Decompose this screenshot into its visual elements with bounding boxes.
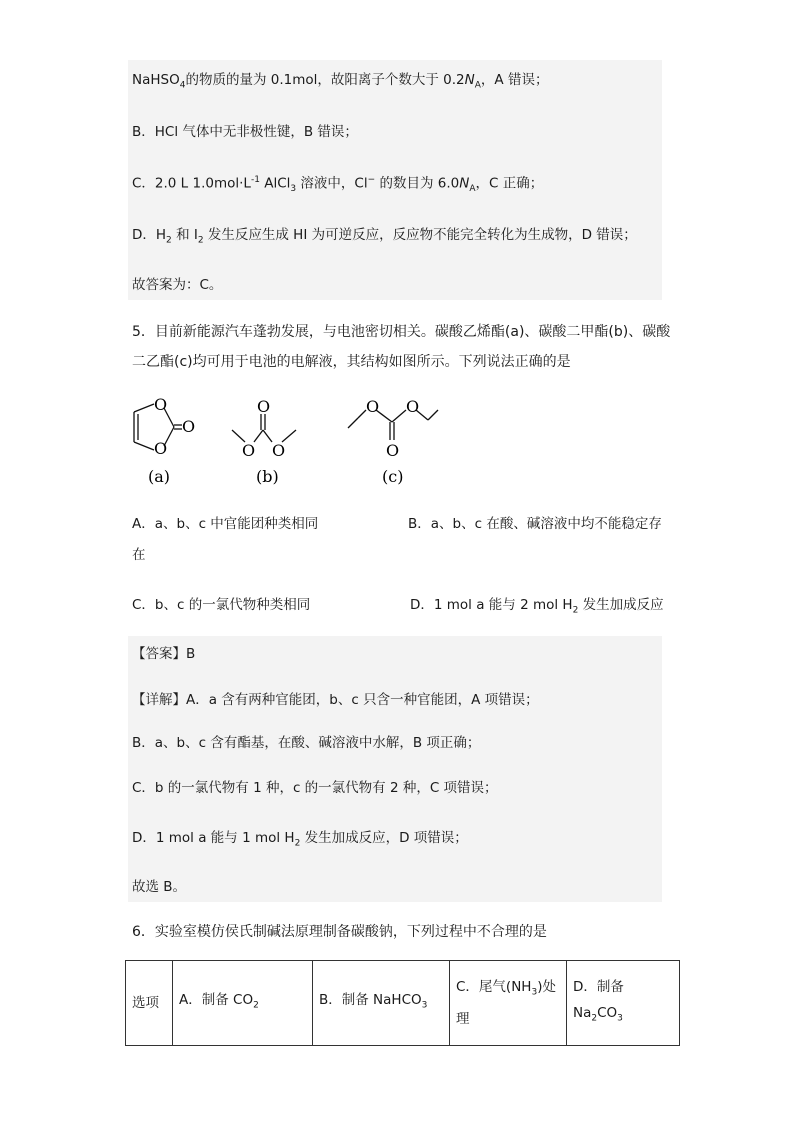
atom-o-c1: O: [366, 397, 380, 416]
answer-5-line-c: C．b 的一氯代物有 1 种，c 的一氯代物有 2 种，C 项错误；: [132, 780, 498, 796]
prev-answer-line-2: B．HCl 气体中无非极性键，B 错误；: [132, 124, 358, 140]
label-a: (a): [148, 467, 171, 486]
question-5-stem-line-2: 二乙酯(c)均可用于电池的电解液，其结构如图所示。下列说法正确的是: [132, 354, 571, 370]
question-6-options-table: [125, 960, 680, 1046]
atom-o-a2: O: [154, 439, 168, 458]
answer-5-block: [128, 636, 662, 902]
answer-5-line-b: B．a、b、c 含有酯基，在酸、碱溶液中水解，B 项正确；: [132, 735, 481, 751]
prev-answer-line-1: NaHSO$_4$的物质的量为 0.1mol，故阳离子个数大于 $0.2N_A$，A 错误；: [132, 72, 549, 91]
atom-o-a1: O: [154, 395, 168, 414]
prev-answer-conclusion: 故答案为：C。: [132, 277, 223, 293]
question-6-stem: 6．实验室模仿侯氏制碱法原理制备碳酸钠，下列过程中不合理的是: [132, 924, 547, 940]
atom-o-b3: O: [272, 441, 286, 460]
table-cell-option-c: C．尾气$(NH_3)$处 理: [450, 961, 567, 1046]
table-cell-option-header: 选项: [126, 961, 173, 1046]
answer-5-key: 【答案】B: [132, 646, 196, 662]
table-cell-option-b: B．制备 NaHCO$_3$: [313, 961, 450, 1046]
table-row: [126, 961, 680, 1046]
answer-5-detail: 【详解】A．a 含有两种官能团，b、c 只含一种官能团，A 项错误；: [132, 692, 539, 708]
question-5-option-c: C．b、c 的一氯代物种类相同: [132, 597, 311, 613]
structure-b: [232, 414, 296, 442]
atom-o-c3: O: [386, 441, 400, 460]
label-c: (c): [382, 467, 404, 486]
answer-5-line-d: D．1 mol a 能与 1 mol $H_2$ 发生加成反应，D 项错误；: [132, 830, 468, 849]
question-5-option-b-cont: 在: [132, 547, 146, 563]
table-cell-option-a: A．制备 $CO_2$: [173, 961, 313, 1046]
atom-o-c2: O: [406, 397, 420, 416]
structure-c: [348, 410, 438, 440]
atom-o-a3: O: [182, 417, 196, 436]
atom-o-b2: O: [242, 441, 256, 460]
atom-o-b1: O: [257, 397, 271, 416]
question-5-option-b: B．a、b、c 在酸、碱溶液中均不能稳定存: [408, 516, 662, 532]
prev-answer-line-3: C．2.0 L $1.0mol\cdot L^{-1}$ AlCl$_3$ 溶液中，Cl− 的数目为 $6.0N_A$，C 正确；: [132, 175, 544, 195]
answer-5-conclusion: 故选 B。: [132, 879, 187, 895]
chemical-structures-figure: [120, 390, 480, 500]
prev-answer-line-4: D．$H_2$ 和 $I_2$ 发生反应生成 HI 为可逆反应，反应物不能完全转化为生成物，D 错误；: [132, 227, 637, 246]
question-5-stem-line-1: 5．目前新能源汽车蓬勃发展，与电池密切相关。碳酸乙烯酯(a)、碳酸二甲酯(b)、碳酸: [132, 324, 671, 340]
label-b: (b): [256, 467, 279, 486]
table-cell-option-d: D．制备 $Na_2CO_3$: [567, 961, 680, 1046]
question-5-option-a: A．a、b、c 中官能团种类相同: [132, 516, 319, 532]
question-5-option-d: D．1 mol a 能与 2 mol $H_2$ 发生加成反应: [410, 597, 664, 616]
